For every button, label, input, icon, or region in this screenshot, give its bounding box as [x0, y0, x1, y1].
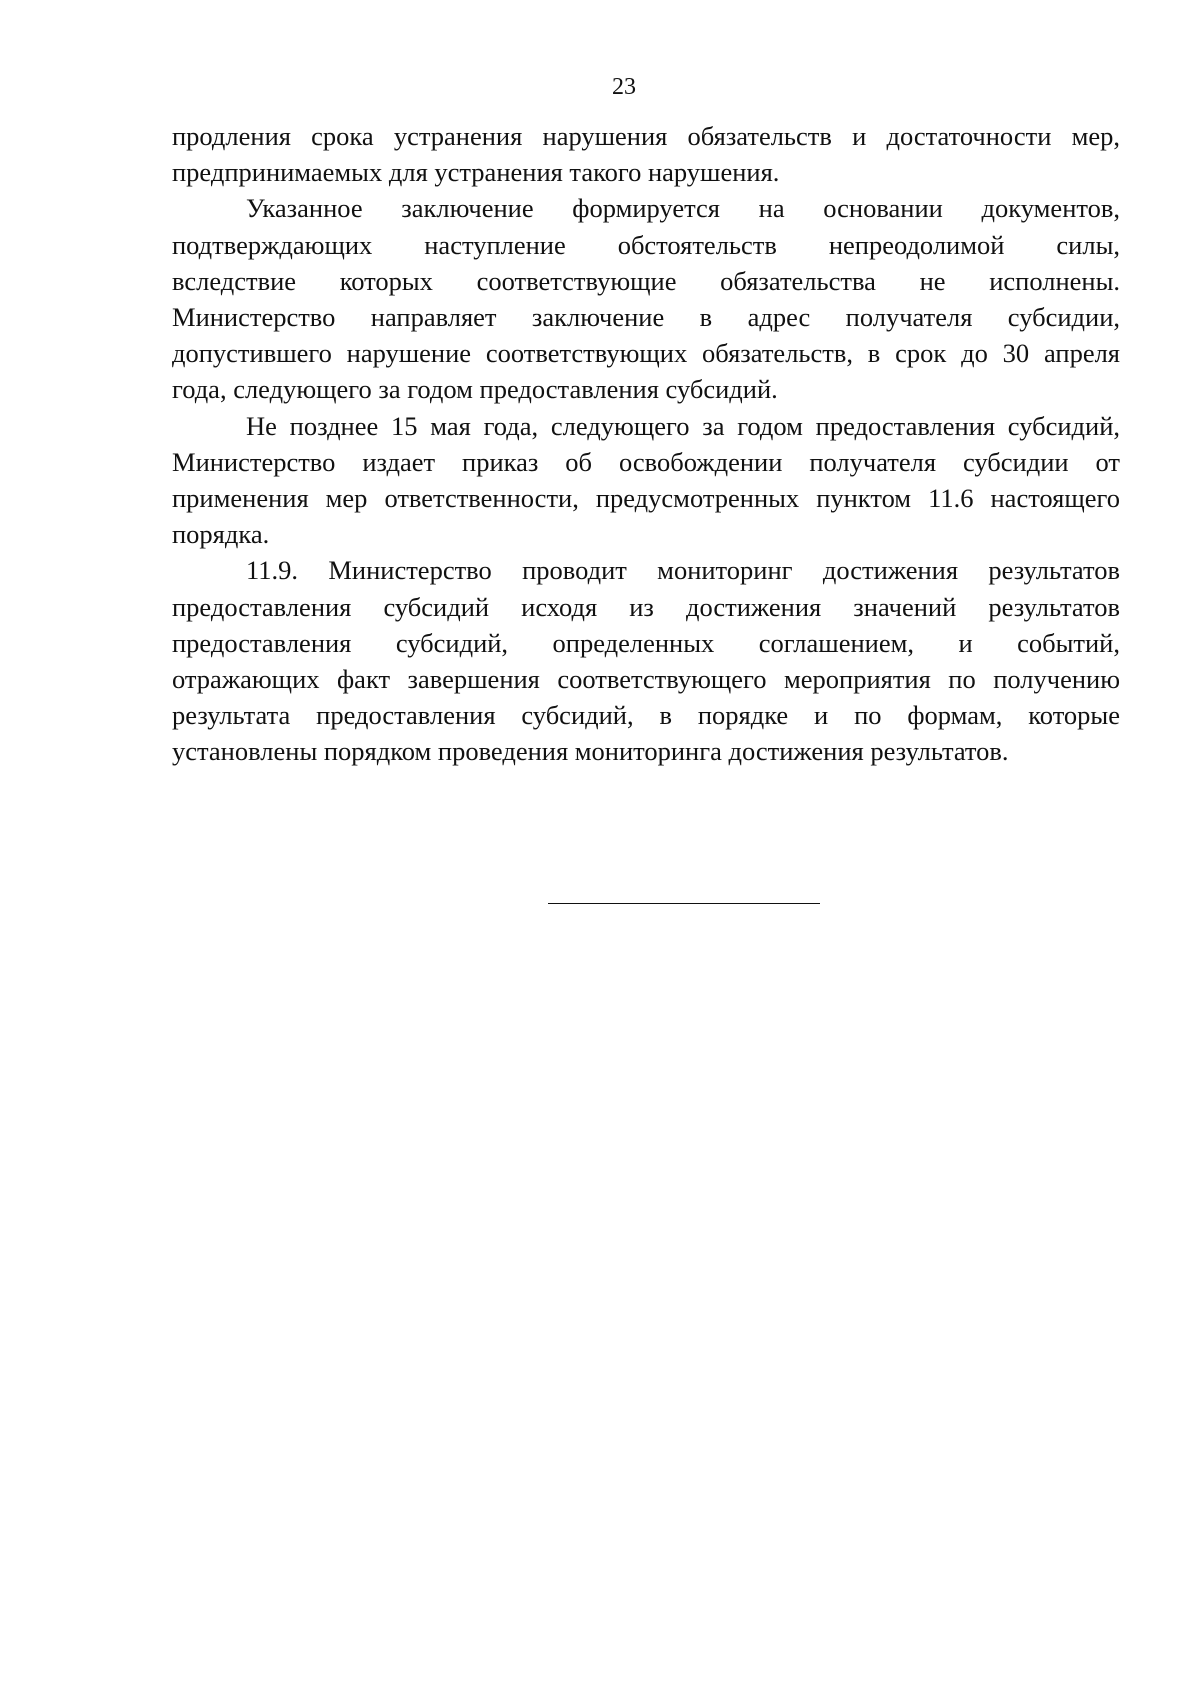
end-divider-line	[548, 903, 820, 904]
paragraph-3-line-2: Министерство издает приказ об освобождении получателя субсидии от	[172, 446, 1120, 477]
paragraph-2-line-5: допустившего нарушение соответствующих обязательств, в срок до 30 апреля	[172, 338, 1120, 369]
page-number: 23	[612, 74, 636, 100]
paragraph-1	[172, 118, 1120, 190]
paragraph-2	[172, 190, 1120, 407]
paragraph-4	[172, 552, 1120, 769]
paragraph-3-line-3: применения мер ответственности, предусмотренных пунктом 11.6 настоящего	[172, 483, 1120, 514]
paragraph-4-line-4: отражающих факт завершения соответствующего мероприятия по получению	[172, 664, 1120, 695]
paragraph-2-line-6: года, следующего за годом предоставления субсидий.	[172, 374, 778, 405]
paragraph-3-line-4: порядка.	[172, 519, 270, 550]
document-body	[172, 118, 1120, 770]
paragraph-2-line-2: подтверждающих наступление обстоятельств непреодолимой силы,	[172, 229, 1120, 260]
paragraph-4-line-1: 11.9. Министерство проводит мониторинг достижения результатов	[246, 555, 1120, 586]
paragraph-2-line-3: вследствие которых соответствующие обязательства не исполнены.	[172, 265, 1120, 296]
paragraph-1-line-2: предпринимаемых для устранения такого нарушения.	[172, 157, 780, 188]
paragraph-4-line-2: предоставления субсидий исходя из достижения значений результатов	[172, 591, 1120, 622]
paragraph-3-line-1: Не позднее 15 мая года, следующего за годом предоставления субсидий,	[246, 410, 1120, 441]
paragraph-2-line-4: Министерство направляет заключение в адрес получателя субсидии,	[172, 302, 1120, 333]
paragraph-4-line-3: предоставления субсидий, определенных соглашением, и событий,	[172, 627, 1120, 658]
paragraph-1-line-1: продления срока устранения нарушения обязательств и достаточности мер,	[172, 121, 1120, 151]
paragraph-4-line-5: результата предоставления субсидий, в порядке и по формам, которые	[172, 700, 1120, 731]
paragraph-3	[172, 408, 1120, 553]
paragraph-4-line-6: установлены порядком проведения мониторинга достижения результатов.	[172, 736, 1009, 767]
paragraph-2-line-1: Указанное заключение формируется на основании документов,	[246, 193, 1120, 224]
